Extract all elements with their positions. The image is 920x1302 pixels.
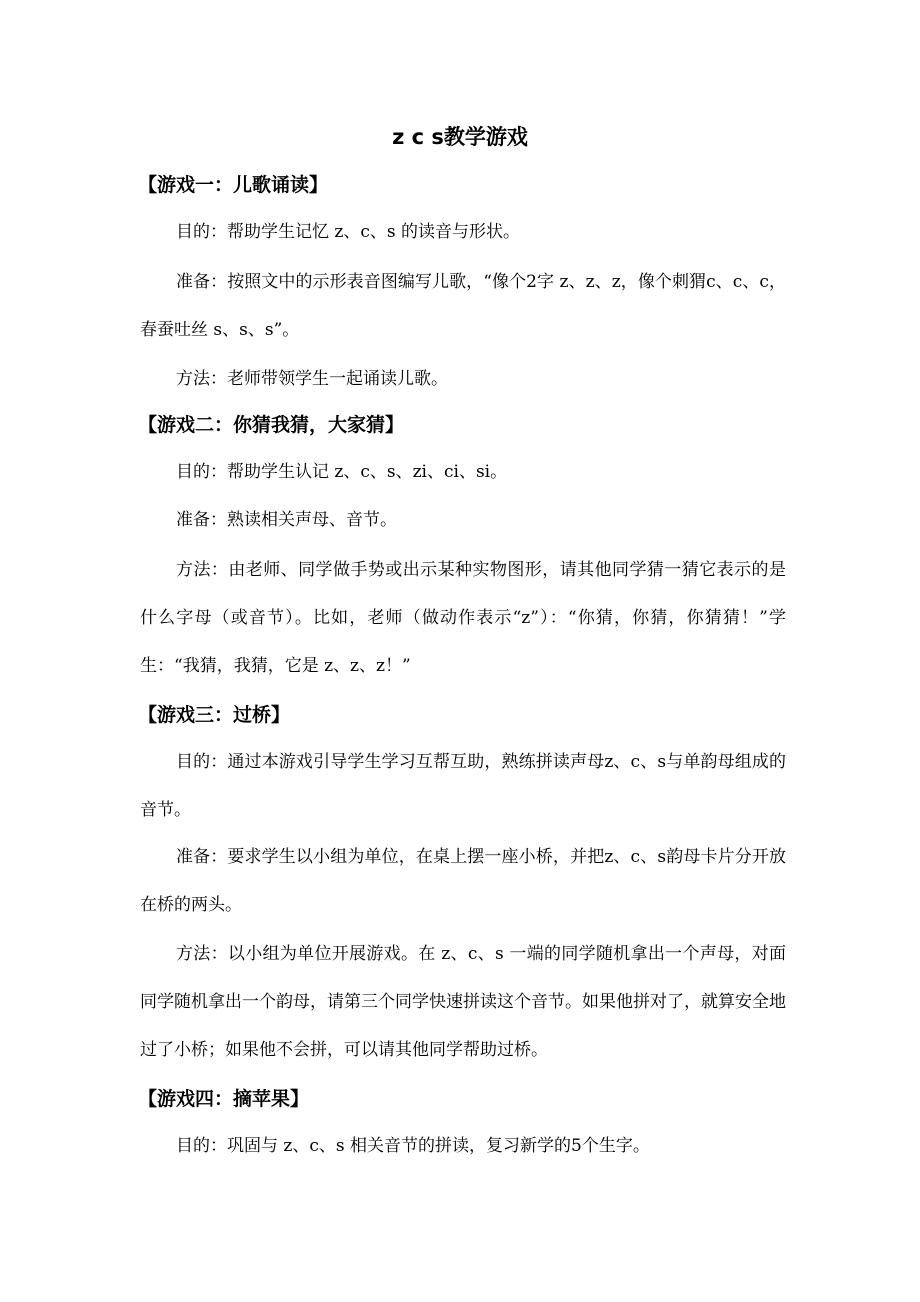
paragraph-game-1-method: 方法：老师带领学生一起诵读儿歌。 — [176, 369, 448, 389]
paragraph-game-1-purpose: 目的：帮助学生记忆 z、c、s 的读音与形状。 — [176, 222, 521, 242]
document-title: z c s教学游戏 — [392, 125, 528, 149]
section-heading-game-1: 【游戏一：儿歌诵读】 — [138, 174, 329, 196]
paragraph-game-3-purpose: 目的：通过本游戏引导学生学习互帮互助，熟练拼读声母z、c、s与单韵母组成的音节。 — [140, 752, 786, 820]
paragraph-game-1-preparation: 准备：按照文中的示形表音图编写儿歌，“像个2字 z、z、z，像个刺猬c、c、c，春蚕吐丝 s、s、s”。 — [140, 272, 786, 340]
paragraph-game-4-purpose: 目的：巩固与 z、c、s 相关音节的拼读，复习新学的5个生字。 — [176, 1136, 650, 1156]
paragraph-game-2-preparation: 准备：熟读相关声母、音节。 — [176, 510, 397, 530]
section-heading-game-3: 【游戏三：过桥】 — [138, 704, 291, 726]
paragraph-game-3-method: 方法：以小组为单位开展游戏。在 z、c、s 一端的同学随机拿出一个声母，对面同学随机拿出一个韵母，请第三个同学快速拼读这个音节。如果他拼对了，就算安全地过了小桥；如果他不会拼，可以请其他同学帮助过桥。 — [140, 944, 786, 1060]
paragraph-game-2-purpose: 目的：帮助学生认记 z、c、s、zi、ci、si。 — [176, 462, 508, 482]
paragraph-game-2-method: 方法：由老师、同学做手势或出示某种实物图形，请其他同学猜一猜它表示的是什么字母（或音节）。比如，老师（做动作表示“z”）：“你猜，你猜，你猜猜！”学生：“我猜，我猜，它是 z、z、z！” — [140, 560, 786, 676]
section-heading-game-4: 【游戏四：摘苹果】 — [138, 1088, 310, 1110]
section-heading-game-2: 【游戏二：你猜我猜，大家猜】 — [138, 414, 405, 436]
paragraph-game-3-preparation: 准备：要求学生以小组为单位，在桌上摆一座小桥，并把z、c、s韵母卡片分开放在桥的两头。 — [140, 847, 786, 915]
